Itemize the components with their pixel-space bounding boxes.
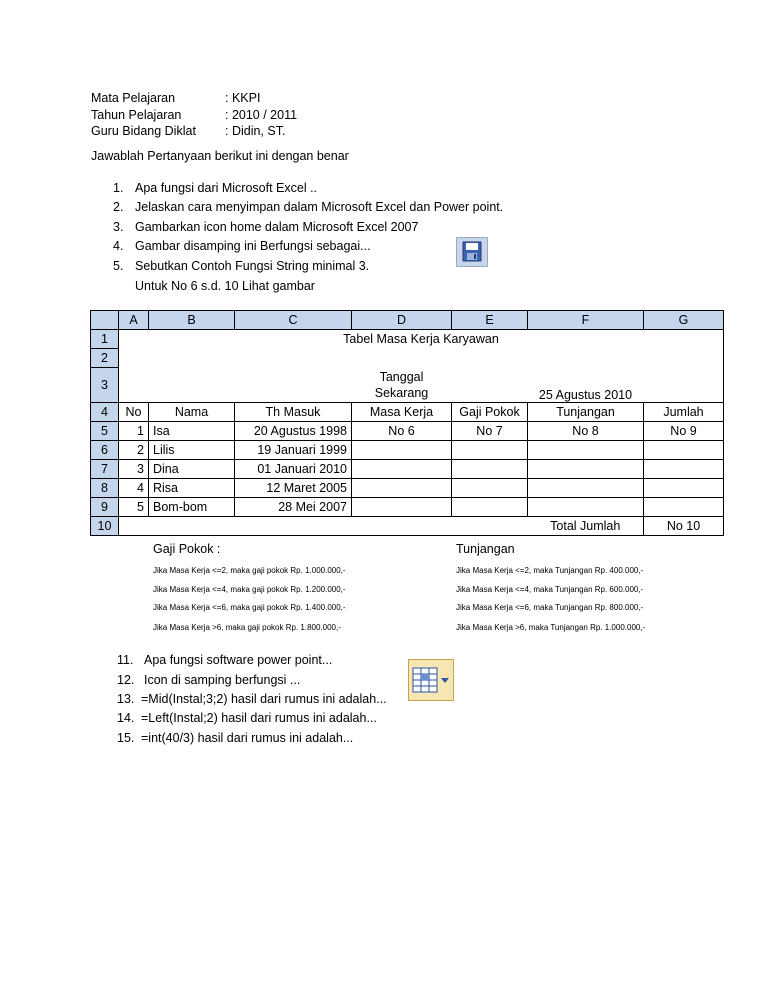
column-head-d: D (352, 311, 452, 330)
column-head-c: C (235, 311, 352, 330)
empty-cell (119, 517, 528, 536)
column-head-a: A (119, 311, 149, 330)
question-1-text: Apa fungsi dari Microsoft Excel .. (135, 181, 318, 195)
teacher-value: : Didin, ST. (225, 124, 286, 138)
table-row (91, 498, 724, 517)
gaji-pokok-title: Gaji Pokok : (153, 542, 221, 556)
empty-cell (452, 368, 528, 403)
spreadsheet-table (90, 310, 724, 536)
gaji-rule-4: Jika Masa Kerja >6, maka gaji pokok Rp. 1.800.000,- (153, 623, 341, 632)
cell-gaji-pokok: No 7 (452, 422, 528, 441)
row-head-6: 6 (91, 441, 119, 460)
corner-cell (91, 311, 119, 330)
row-head-1: 1 (91, 330, 119, 349)
cell-jumlah (644, 498, 724, 517)
cell-th-masuk: 01 Januari 2010 (235, 460, 352, 479)
current-date: 25 Agustus 2010 (538, 388, 633, 402)
total-label: Total Jumlah (528, 517, 644, 536)
row-head-9: 9 (91, 498, 119, 517)
table-row (91, 422, 724, 441)
cell-jumlah (644, 460, 724, 479)
question-4-text: Gambar disamping ini Berfungsi sebagai... (135, 239, 371, 253)
question-2-text: Jelaskan cara menyimpan dalam Microsoft Excel dan Power point. (135, 200, 504, 214)
cell-masa-kerja (352, 498, 452, 517)
empty-cell (119, 368, 352, 403)
question-13-number: 13. (117, 692, 135, 706)
cell-masa-kerja (352, 441, 452, 460)
row-head-5: 5 (91, 422, 119, 441)
column-head-f: F (528, 311, 644, 330)
empty-row (119, 349, 724, 368)
subject-label: Mata Pelajaran (91, 91, 176, 105)
cell-tunjangan: No 8 (528, 422, 644, 441)
see-image-note: Untuk No 6 s.d. 10 Lihat gambar (135, 279, 315, 293)
cell-tunjangan (528, 441, 644, 460)
question-4-number: 4. (113, 239, 124, 253)
cell-th-masuk: 20 Agustus 1998 (235, 422, 352, 441)
header-gaji-pokok: Gaji Pokok (452, 403, 528, 422)
cell-gaji-pokok (452, 441, 528, 460)
tunjangan-rule-1: Jika Masa Kerja <=2, maka Tunjangan Rp. 400.000,- (456, 566, 644, 575)
question-12-number: 12. (117, 673, 135, 687)
cell-th-masuk: 28 Mei 2007 (235, 498, 352, 517)
year-value: : 2010 / 2011 (225, 108, 298, 122)
cell-masa-kerja: No 6 (352, 422, 452, 441)
table-row (91, 441, 724, 460)
subject-value: : KKPI (225, 91, 261, 105)
table-title: Tabel Masa Kerja Karyawan (119, 330, 724, 349)
question-15-number: 15. (117, 731, 135, 745)
cell-gaji-pokok (452, 460, 528, 479)
question-3-number: 3. (113, 220, 124, 234)
header-tunjangan: Tunjangan (528, 403, 644, 422)
gaji-rule-2: Jika Masa Kerja <=4, maka gaji pokok Rp. 1.200.000,- (153, 585, 346, 594)
tunjangan-rule-2: Jika Masa Kerja <=4, maka Tunjangan Rp. 600.000,- (456, 585, 644, 594)
tanggal-line: Tanggal (379, 369, 424, 384)
question-5-number: 5. (113, 259, 124, 273)
row-head-10: 10 (91, 517, 119, 536)
row-head-7: 7 (91, 460, 119, 479)
row-head-3: 3 (91, 368, 119, 403)
sekarang-line: Sekarang (374, 385, 429, 400)
tunjangan-rule-3: Jika Masa Kerja <=6, maka Tunjangan Rp. 800.000,- (456, 603, 644, 612)
cell-nama: Isa (149, 422, 235, 441)
question-12-text: Icon di samping berfungsi ... (144, 673, 301, 687)
instruction: Jawablah Pertanyaan berikut ini dengan benar (91, 149, 349, 163)
cell-no: 1 (119, 422, 149, 441)
cell-no: 5 (119, 498, 149, 517)
question-5-text: Sebutkan Contoh Fungsi String minimal 3. (135, 259, 370, 273)
column-head-g: G (644, 311, 724, 330)
cell-tunjangan (528, 460, 644, 479)
cell-nama: Dina (149, 460, 235, 479)
question-3-text: Gambarkan icon home dalam Microsoft Excel 2007 (135, 220, 419, 234)
header-th-masuk: Th Masuk (235, 403, 352, 422)
gaji-rule-1: Jika Masa Kerja <=2, maka gaji pokok Rp. 1.000.000,- (153, 566, 346, 575)
question-1-number: 1. (113, 181, 124, 195)
cell-masa-kerja (352, 460, 452, 479)
year-label: Tahun Pelajaran (91, 108, 182, 122)
table-header-row (91, 403, 724, 422)
table-insert-icon (408, 659, 454, 701)
gaji-rule-3: Jika Masa Kerja <=6, maka gaji pokok Rp. 1.400.000,- (153, 603, 346, 612)
cell-nama: Bom-bom (149, 498, 235, 517)
tunjangan-title: Tunjangan (456, 542, 515, 556)
cell-jumlah (644, 441, 724, 460)
question-2-number: 2. (113, 200, 124, 214)
cell-th-masuk: 12 Maret 2005 (235, 479, 352, 498)
column-header-row (91, 311, 724, 330)
cell-nama: Risa (149, 479, 235, 498)
question-14-text: =Left(Instal;2) hasil dari rumus ini adalah... (141, 711, 377, 725)
header-no: No (119, 403, 149, 422)
tanggal-sekarang-label (352, 368, 452, 403)
question-14-number: 14. (117, 711, 135, 725)
tunjangan-rule-4: Jika Masa Kerja >6, maka Tunjangan Rp. 1.000.000,- (456, 623, 646, 632)
save-icon (456, 237, 488, 267)
row-head-8: 8 (91, 479, 119, 498)
table-row (91, 479, 724, 498)
cell-no: 4 (119, 479, 149, 498)
total-row (91, 517, 724, 536)
empty-cell (644, 368, 724, 403)
question-11-text: Apa fungsi software power point... (144, 653, 333, 667)
cell-gaji-pokok (452, 498, 528, 517)
column-head-b: B (149, 311, 235, 330)
cell-jumlah (644, 479, 724, 498)
row-head-2: 2 (91, 349, 119, 368)
header-jumlah: Jumlah (644, 403, 724, 422)
cell-tunjangan (528, 479, 644, 498)
header-masa-kerja: Masa Kerja (352, 403, 452, 422)
cell-gaji-pokok (452, 479, 528, 498)
cell-tunjangan (528, 498, 644, 517)
question-15-text: =int(40/3) hasil dari rumus ini adalah... (141, 731, 354, 745)
total-value: No 10 (644, 517, 724, 536)
cell-nama: Lilis (149, 441, 235, 460)
teacher-label: Guru Bidang Diklat (91, 124, 196, 138)
question-11-number: 11. (117, 653, 134, 667)
question-13-text: =Mid(Instal;3;2) hasil dari rumus ini adalah... (141, 692, 387, 706)
table-row (91, 460, 724, 479)
cell-th-masuk: 19 Januari 1999 (235, 441, 352, 460)
cell-no: 3 (119, 460, 149, 479)
cell-no: 2 (119, 441, 149, 460)
cell-masa-kerja (352, 479, 452, 498)
header-nama: Nama (149, 403, 235, 422)
cell-jumlah: No 9 (644, 422, 724, 441)
column-head-e: E (452, 311, 528, 330)
row-head-4: 4 (91, 403, 119, 422)
